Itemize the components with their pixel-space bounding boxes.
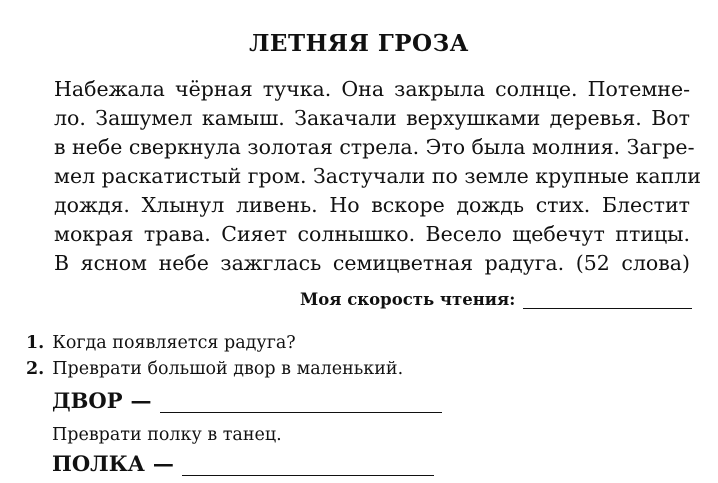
story-line: ло. Зашумел камыш. Закачали верхушками деревья. Вот bbox=[54, 106, 690, 130]
reading-speed-row bbox=[300, 290, 692, 309]
story-line: в небе сверкнула золотая стрела. Это была молния. Загре- bbox=[54, 135, 695, 159]
story-line: В ясном небе зажглась семицветная радуга. (52 слова) bbox=[54, 251, 690, 275]
answer-row-dvor bbox=[52, 388, 442, 413]
question-number: 1. bbox=[26, 333, 45, 353]
task-instruction: Преврати полку в танец. bbox=[52, 425, 282, 445]
answer-blank[interactable] bbox=[182, 459, 434, 476]
answer-row-polka bbox=[52, 451, 434, 476]
task-word: ДВОР bbox=[52, 388, 123, 413]
question-1 bbox=[26, 333, 296, 353]
story-line: мокрая трава. Сияет солнышко. Весело щебечут птицы. bbox=[54, 222, 690, 246]
dash: — bbox=[130, 388, 152, 413]
story-text bbox=[54, 75, 701, 278]
reading-speed-blank[interactable] bbox=[523, 294, 692, 309]
story-line: дождя. Хлынул ливень. Но вскоре дождь стих. Блестит bbox=[54, 193, 690, 217]
story-line: мел раскатистый гром. Застучали по земле крупные капли bbox=[54, 164, 701, 188]
answer-blank[interactable] bbox=[160, 396, 442, 413]
dash: — bbox=[152, 451, 174, 476]
question-text: Преврати большой двор в маленький. bbox=[52, 359, 404, 379]
reading-speed-label: Моя скорость чтения: bbox=[300, 290, 516, 309]
question-text: Когда появляется радуга? bbox=[52, 333, 296, 353]
question-2 bbox=[26, 359, 403, 379]
page-title: ЛЕТНЯЯ ГРОЗА bbox=[249, 30, 469, 57]
task-word: ПОЛКА bbox=[52, 451, 145, 476]
story-line: Набежала чёрная тучка. Она закрыла солнце. Потемне- bbox=[54, 77, 690, 101]
question-number: 2. bbox=[26, 359, 45, 379]
